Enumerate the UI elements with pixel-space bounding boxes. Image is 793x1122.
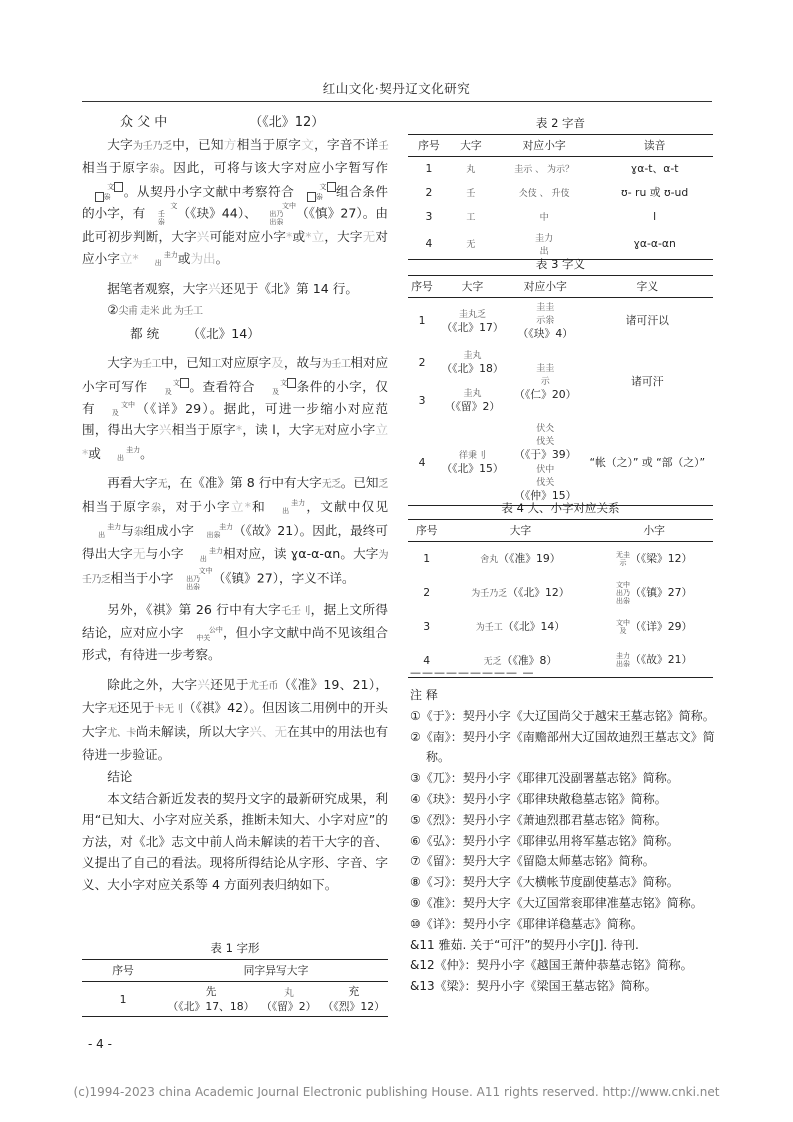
- table-row: [408, 542, 713, 576]
- text: ，文献中仅见: [305, 498, 389, 514]
- khitan-glyph: 尜: [149, 164, 160, 176]
- table-2-caption: 表 2 字音: [535, 116, 586, 130]
- khitan-glyph: 舍丸: [480, 555, 499, 566]
- source-ref: （《北》17、18）: [167, 1000, 255, 1013]
- glyph-cell: [509, 298, 582, 344]
- note-item: &12《仲》：契丹小字《越国王萧仲恭墓志铭》简称。: [410, 958, 693, 973]
- table-4: [408, 500, 713, 678]
- khitan-glyph: 尜: [133, 526, 144, 538]
- text: 再看大字: [107, 475, 158, 491]
- glyph-cell: [595, 644, 713, 678]
- table-row: [408, 205, 713, 229]
- glyph-cell: [436, 381, 509, 419]
- note-item: ①《于》：契丹小字《大辽国尚父于越宋王墓志铭》简称。: [410, 708, 715, 723]
- table-3-grid: [408, 275, 713, 506]
- copyright-footer: (c)1994-2023 china Academic Journal Electronic publishing House. A11 rights reserved. http://www.cnki.net: [73, 1085, 720, 1099]
- text: 和: [250, 498, 266, 514]
- notes-separator: ————————— —: [410, 666, 535, 679]
- khitan-glyph: 无: [314, 426, 325, 438]
- khitan-glyph: 尖甫 走米 此 为壬工: [118, 306, 203, 318]
- entry-title-text: 众 父 中: [120, 115, 168, 130]
- text: 另外，《祺》: [107, 601, 179, 617]
- text: 。已知: [340, 475, 379, 491]
- khitan-stacked-glyph: 文中 出乃 出尜: [616, 580, 630, 605]
- table-row: [408, 343, 713, 381]
- text: 对应原字: [220, 355, 272, 371]
- khitan-glyph: *立: [305, 229, 325, 245]
- glyph-cell: [595, 542, 713, 576]
- khitan-glyph: 伏中 伐关: [536, 465, 555, 488]
- khitan-glyph: 无: [132, 546, 146, 562]
- text: （《祺》42）。但因该二用例中的开头大字: [82, 700, 389, 739]
- note-item: ⑨《准》：契丹大字《大辽国常衮耶律准墓志铭》简称。: [410, 895, 703, 910]
- col-header: 序号: [408, 276, 436, 298]
- khitan-glyph: 圭丸: [463, 389, 482, 399]
- running-header: 红山文化·契丹辽文化研究: [322, 81, 471, 96]
- text: 或: [88, 445, 101, 461]
- khitan-glyph: 无乏: [321, 479, 341, 491]
- text: ，大字: [324, 229, 363, 245]
- khitan-stacked-glyph: 文 及: [255, 378, 296, 396]
- text: 都 统: [130, 325, 160, 341]
- khitan-glyph: 卡无刂: [154, 704, 184, 716]
- text: 相对应，读 ɣα-α-αn。大字: [222, 546, 379, 562]
- text: 相当于原字: [236, 136, 302, 152]
- note-item: ⑦《留》：契丹大字《留隐太师墓志铭》简称。: [410, 854, 655, 869]
- source-ref: （《准》19）: [498, 552, 561, 566]
- text: 还见于: [116, 700, 155, 716]
- conclusion-paragraph: 本文结合新近发表的契丹文字的最新研究成果，利用“已知大、小字对应关系，推断未知大、小字对应”的方法，对《北》志文中前人尚未解读的若干大字的音、义提出了自己的看法。现将所得结论从字形、字音、字义、大小字对应关系等 4 方面列表归纳如下。: [82, 790, 388, 892]
- text: ，故与: [283, 355, 322, 371]
- glyph-cell: [509, 419, 582, 506]
- col-header: 读音: [596, 135, 713, 157]
- table-3: [408, 256, 713, 506]
- item-2-glyphs: [82, 299, 388, 323]
- glyph-cell: [595, 610, 713, 644]
- khitan-glyph: 圭圭 示: [536, 363, 555, 387]
- text: （《故》21）。因此，最终可得出大字: [82, 522, 388, 562]
- text: 尚未解读，所以大字: [135, 723, 250, 739]
- col-header: 对应小字: [509, 276, 582, 298]
- note-item: ⑧《习》：契丹大字《大横帐节度副使墓志》简称。: [410, 875, 679, 890]
- khitan-glyph: 及: [271, 355, 284, 371]
- text: 组合条件的小字，有: [82, 183, 389, 221]
- text: 或: [292, 229, 306, 245]
- col-header: 序号: [82, 960, 164, 982]
- source-ref: （《留》2）: [260, 1000, 317, 1013]
- khitan-glyph: 圭圭 示尜: [536, 303, 555, 326]
- table-3-caption: 表 3 字义: [535, 257, 586, 271]
- text: 与小字: [145, 546, 184, 562]
- table-1-caption: 表 1 字形: [210, 941, 260, 955]
- glyph-cell: [164, 982, 258, 1017]
- khitan-glyph: 为壬乃乏: [132, 140, 173, 152]
- khitan-glyph: 为壬乃乏: [471, 589, 508, 599]
- khitan-stacked-glyph: 圭力 出尜: [206, 523, 234, 539]
- row-number: 1: [82, 982, 164, 1017]
- text: （《准》19、21），大字: [82, 676, 389, 716]
- source-ref: （《北》12）: [507, 586, 570, 599]
- glyph-cell: [445, 576, 595, 610]
- khitan-glyph: 无: [362, 229, 376, 245]
- glyph-cell: [258, 982, 319, 1017]
- source-ref: （《故》21）: [630, 653, 693, 667]
- khitan-stacked-glyph: 圭力 出: [282, 499, 306, 516]
- khitan-glyph: 圭丸: [463, 351, 482, 361]
- source-ref: （《镇》27）: [630, 585, 693, 599]
- meaning: “帐（之）” 或 “部（之）”: [582, 419, 713, 506]
- row-number: 2: [423, 586, 431, 599]
- text: 。: [215, 250, 229, 266]
- text: ，但小字文献中尚不见该组合形式，有待进一步考察。: [82, 625, 389, 662]
- khitan-glyph: 文: [301, 136, 315, 152]
- page-number: - 4 -: [88, 1037, 112, 1051]
- table-header-row: [408, 135, 713, 157]
- row-number: 2: [418, 355, 426, 369]
- khitan-stacked-glyph: 无圭 示: [616, 550, 630, 567]
- text: 。: [140, 445, 153, 461]
- table-row: [408, 157, 713, 181]
- khitan-stacked-glyph: 圭力 出尜: [616, 652, 630, 669]
- khitan-glyph: 无: [107, 704, 117, 716]
- khitan-glyph: 尤、卡: [107, 727, 136, 739]
- khitan-glyph: 乇壬刂: [281, 605, 311, 617]
- note-item: ④《玦》：契丹小字《耶律玦敞稳墓志铭》简称。: [410, 791, 667, 806]
- paragraph-5: [82, 599, 388, 666]
- khitan-stacked-glyph: 文中 及: [111, 401, 135, 418]
- khitan-glyph: 为壬工: [321, 359, 351, 371]
- paragraph-6: [82, 674, 388, 766]
- paragraph-4: [82, 472, 388, 590]
- table-row: [408, 576, 713, 610]
- table-4-caption: 表 4 大、小字对应关系: [501, 501, 620, 515]
- glyph-cell: [436, 343, 509, 381]
- source-ref: （《准》8）: [501, 653, 558, 667]
- khitan-stacked-glyph: 圭力 出: [199, 546, 223, 563]
- reading: ɣα-α-αn: [596, 229, 713, 260]
- khitan-glyph: 立*: [230, 498, 251, 514]
- khitan-glyph: *: [286, 229, 293, 245]
- source-ref: （《北》15）: [441, 462, 504, 475]
- table-2: [408, 115, 713, 260]
- row-number: 1: [425, 162, 433, 176]
- khitan-glyph: 壬: [466, 189, 476, 199]
- entry-title: [82, 112, 388, 134]
- text: 还见于: [210, 676, 249, 692]
- text: （《北》14）: [187, 325, 260, 341]
- text: 与: [121, 522, 134, 538]
- khitan-stacked-glyph: 文 壬 尜: [157, 202, 178, 227]
- khitan-stacked-glyph: 文中 及: [616, 618, 630, 635]
- meaning: 诸可汗: [631, 374, 664, 388]
- notes-title: 注 释: [410, 688, 438, 702]
- paragraph-1: [82, 134, 388, 270]
- khitan-glyph: 乏: [378, 479, 389, 491]
- notes: [410, 685, 715, 997]
- source-ref: （《仁》20）: [514, 387, 577, 401]
- text: 。因此，可将与该大字对应小字暂写作: [159, 160, 389, 176]
- table-row: [408, 298, 713, 344]
- table-1-grid: [82, 959, 388, 1017]
- table-2-grid: [408, 134, 713, 260]
- source-ref: （《留》2）: [444, 400, 501, 413]
- khitan-glyph: 兴: [197, 676, 211, 692]
- khitan-glyph: 丸: [283, 988, 294, 999]
- khitan-glyph: 尤壬币: [248, 680, 279, 692]
- entry-ref: （《北》12）: [249, 115, 325, 130]
- text: 中，已知: [172, 136, 224, 152]
- note-item: ⑥《弘》：契丹小字《耶律弘用将军墓志铭》简称。: [410, 833, 679, 848]
- text: ，读 l，大字: [242, 422, 315, 438]
- paragraph-3: [82, 352, 388, 464]
- table-row: [408, 181, 713, 205]
- text: ②: [107, 302, 119, 318]
- table-4-grid: [408, 519, 713, 678]
- text: 。查看符合: [188, 378, 255, 394]
- khitan-glyph: 兴、无: [249, 723, 288, 739]
- reading: ɣα-t、α-t: [630, 162, 679, 176]
- khitan-glyph: 立*: [82, 422, 389, 461]
- glyph-cell: [509, 343, 582, 419]
- text: ，据上文所得结论，应对应小字: [82, 601, 389, 641]
- text: 。从契丹小字文献中考察符合: [123, 183, 295, 199]
- khitan-glyph: 兴: [196, 229, 210, 245]
- conclusion-title: 结论: [107, 768, 133, 784]
- text: 相当于原字: [171, 422, 236, 438]
- khitan-glyph: 仌伎 、 升伎: [518, 189, 570, 199]
- khitan-glyph: 徉秉刂: [458, 451, 486, 461]
- khitan-stacked-glyph: 圭力 出: [154, 251, 178, 268]
- paragraph-2: [82, 278, 388, 300]
- col-header: 大字: [436, 276, 509, 298]
- note-item: &13《梁》：契丹小字《梁国王墓志铭》简称。: [410, 979, 657, 994]
- reading: l: [653, 210, 657, 223]
- text: 大字: [107, 355, 133, 371]
- text: 除此之外，大字: [107, 676, 198, 692]
- text: （《详》29）。据此，可进一步缩小对应范围，得出大字: [82, 400, 389, 438]
- row-number: 4: [408, 229, 450, 260]
- khitan-glyph: 中: [539, 213, 549, 223]
- row-number: 4: [408, 644, 445, 678]
- col-header: 小字: [595, 520, 713, 542]
- table-row: [408, 610, 713, 644]
- row-number: 2: [425, 186, 433, 199]
- col-header: 对应小字: [492, 135, 596, 157]
- text: 据笔者观察，大字: [107, 280, 208, 296]
- source-ref: （《烈》12）: [322, 1000, 385, 1013]
- khitan-glyph: 兴: [158, 422, 172, 438]
- khitan-glyph: 圭丸乏: [458, 309, 486, 320]
- source-ref: （《北》17）: [441, 320, 504, 334]
- text: 相当于小字: [110, 570, 174, 586]
- text: 可能对应小字: [209, 229, 286, 245]
- khitan-stacked-glyph: 文 尜: [82, 182, 123, 202]
- text: 对应小字: [82, 229, 388, 266]
- khitan-stacked-glyph: 文 尜: [294, 182, 335, 202]
- text: 组成小字: [143, 522, 194, 538]
- glyph-cell: [319, 982, 388, 1017]
- glyph-cell: [436, 298, 509, 344]
- glyph-cell: [595, 576, 713, 610]
- text: ，对于小字: [161, 498, 231, 514]
- text: 大字: [107, 136, 133, 152]
- text: 对应小字: [324, 422, 376, 438]
- khitan-stacked-glyph: 文中 出乃 出尜: [269, 202, 297, 227]
- col-header: 序号: [408, 135, 450, 157]
- text: 相当于原字: [82, 160, 150, 176]
- source-ref: （《玦》4）: [517, 327, 573, 340]
- khitan-glyph: 尜: [151, 502, 162, 514]
- col-header: 大字: [450, 135, 492, 157]
- row-number: 3: [423, 620, 431, 633]
- row-number: 1: [423, 552, 431, 566]
- row-number: 3: [425, 210, 433, 223]
- text: ，字音不详: [314, 136, 379, 152]
- glyph: 充: [348, 985, 360, 998]
- table-header-row: [82, 960, 388, 982]
- source-ref: （《仲》15）: [514, 489, 577, 502]
- table-row: [408, 229, 713, 260]
- text: 在其中的用法也有待进一步验证。: [82, 723, 389, 763]
- col-header: 大字: [445, 520, 595, 542]
- khitan-stacked-glyph: 文 及: [148, 378, 189, 396]
- table-row: [408, 419, 713, 506]
- text: （《慎》: [296, 205, 341, 221]
- khitan-glyph: 壬: [378, 140, 389, 152]
- khitan-glyph: 为壬工: [475, 623, 503, 633]
- khitan-glyph: 圭力 出: [492, 229, 596, 260]
- khitan-stacked-glyph: 圭力 出: [98, 523, 122, 539]
- source-ref: （《梁》12）: [630, 551, 693, 565]
- note-item: ⑤《烈》：契丹小字《萧迪烈郡君墓志铭》简称。: [410, 812, 667, 827]
- text: 条件的小字，仅有: [82, 378, 389, 416]
- khitan-glyph: 无: [157, 479, 168, 491]
- header-rule: [82, 101, 712, 102]
- khitan-glyph: 工: [466, 213, 476, 223]
- khitan-glyph: 圭示 、 为示？: [514, 165, 574, 176]
- khitan-glyph: 工: [211, 359, 221, 371]
- source-ref: （《北》18）: [441, 362, 504, 375]
- source-ref: （《北》14）: [502, 620, 566, 633]
- text: 还见于《北》第 14 行。: [220, 280, 358, 296]
- item-2-label: [82, 323, 388, 345]
- text: 27）。由此可初步判断，大字: [82, 205, 389, 245]
- khitan-glyph: 无乏: [483, 656, 502, 667]
- col-header: 序号: [408, 520, 445, 542]
- text: （《镇》27），字义不详。: [212, 570, 355, 586]
- source-ref: （《于》39）: [514, 448, 577, 461]
- khitan-glyph: 为壬工: [132, 359, 161, 371]
- glyph-cell: [445, 610, 595, 644]
- table-header-row: [408, 276, 713, 298]
- khitan-glyph: 兴: [207, 280, 221, 296]
- note-item: ③《兀》：契丹小字《耶律兀没副署墓志铭》简称。: [410, 771, 679, 786]
- khitan-stacked-glyph: 文中 出乃 出尜: [186, 566, 213, 591]
- text: 相对应小字可写作: [82, 355, 389, 394]
- khitan-stacked-glyph: 圭力 出: [116, 446, 141, 463]
- khitan-glyph: *: [235, 422, 243, 438]
- khitan-glyph: 方: [223, 136, 237, 152]
- col-header: 字义: [582, 276, 713, 298]
- meaning: 诸可汗以: [625, 314, 669, 327]
- khitan-glyph: 丸: [466, 165, 476, 176]
- row-number: 1: [418, 314, 426, 327]
- khitan-glyph: 为出: [190, 250, 216, 266]
- text: （《玦》44）、: [177, 205, 257, 221]
- note-item: &11 雅茹. 关于“可汗”的契丹小字[J]. 待刊.: [410, 937, 639, 952]
- text: 或: [177, 250, 191, 266]
- khitan-glyph: 为壬乃乏: [82, 550, 389, 586]
- table-1: [82, 940, 388, 1017]
- left-column: [82, 112, 388, 896]
- row-number: 3: [418, 393, 426, 407]
- khitan-glyph: 立*: [119, 250, 139, 266]
- text: 中，已知: [160, 355, 212, 371]
- source-ref: （《详》29）: [630, 619, 693, 633]
- text: 第 26 行中有大字: [178, 601, 282, 617]
- note-item: ⑩《详》：契丹小字《耶律详稳墓志》简称。: [410, 916, 643, 931]
- khitan-stacked-glyph: 公中 中关: [196, 625, 223, 642]
- khitan-glyph: 无: [450, 229, 492, 260]
- table-row: [82, 982, 388, 1017]
- row-number: 4: [408, 419, 436, 506]
- text: ，在《准》第 8 行中有大字: [167, 475, 322, 491]
- text: 相当于原字: [82, 498, 152, 514]
- reading: ʊ- ru 或 ʊ-ud: [621, 186, 689, 199]
- glyph-cell: [445, 542, 595, 576]
- col-header: 同字异写大字: [164, 960, 388, 982]
- glyph-cell: [436, 419, 509, 506]
- note-item: ②《南》：契丹小字《南赡部州大辽国故迪烈王墓志文》简称。: [410, 729, 715, 765]
- table-header-row: [408, 520, 713, 542]
- khitan-glyph: 伏仌 伐关: [536, 424, 555, 447]
- glyph: 先: [205, 985, 217, 998]
